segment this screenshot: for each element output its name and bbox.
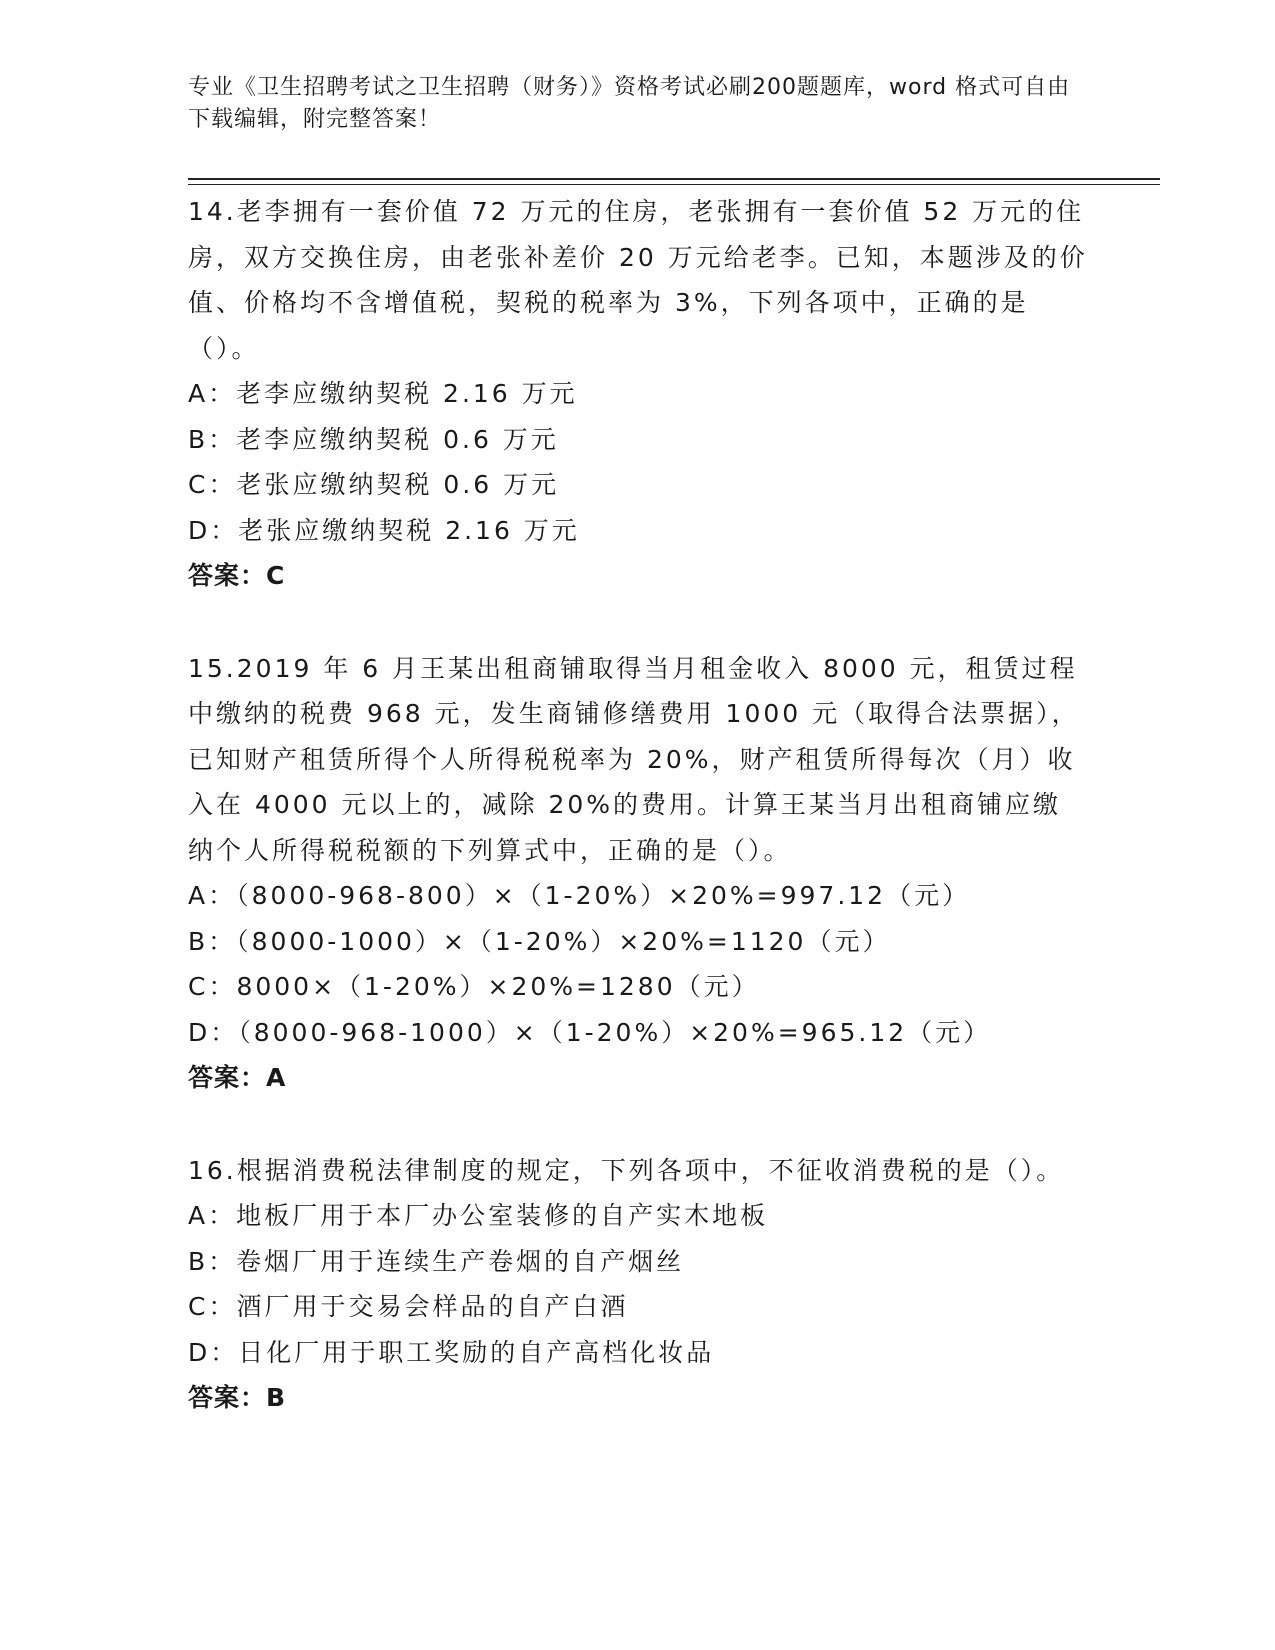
answer: 答案：C [188,561,286,590]
option-c: C：老张应缴纳契税 0.6 万元 [188,470,560,499]
option-b: B：卷烟厂用于连续生产卷烟的自产烟丝 [188,1246,685,1276]
option-d: D：老张应缴纳契税 2.16 万元 [188,515,580,545]
question-16 [188,1148,1088,1421]
option-a: A：地板厂用于本厂办公室装修的自产实木地板 [188,1201,769,1230]
question-14 [188,189,1088,599]
header-divider-thick [188,178,1160,180]
question-15 [188,646,1088,1101]
header-title: 专业《卫生招聘考试之卫生招聘（财务）》资格考试必刷200题题库，word 格式可自由下载编辑，附完整答案！ [188,75,1071,132]
option-a: A：（8000-968-800）×（1-20%）×20%=997.12（元） [188,881,971,910]
option-a: A：老李应缴纳契税 2.16 万元 [188,379,578,408]
document-header [188,72,1088,136]
option-b: B：（8000-1000）×（1-20%）×20%=1120（元） [188,926,891,956]
option-d: D：（8000-968-1000）×（1-20%）×20%=965.12（元） [188,1017,992,1047]
answer: 答案：B [188,1383,287,1412]
answer: 答案：A [188,1063,287,1092]
question-text: 16.根据消费税法律制度的规定，下列各项中，不征收消费税的是（）。 [188,1155,1065,1185]
question-list [188,189,1088,1468]
header-divider-thin [188,184,1160,185]
question-text: 14.老李拥有一套价值 72 万元的住房，老张拥有一套价值 52 万元的住房，双方交换住房，由老张补差价 20 万元给老李。已知，本题涉及的价值、价格均不含增值税，契税的税率为 3%，下列各项中，正确的是（）。 [188,197,1088,363]
option-c: C：酒厂用于交易会样品的自产白酒 [188,1292,629,1321]
option-b: B：老李应缴纳契税 0.6 万元 [188,424,559,454]
option-c: C：8000×（1-20%）×20%=1280（元） [188,972,760,1001]
question-text: 15.2019 年 6 月王某出租商铺取得当月租金收入 8000 元，租赁过程中缴纳的税费 968 元，发生商铺修缮费用 1000 元（取得合法票据），已知财产租赁所得个人所得税税率为 20%，财产租赁所得每次（月）收入在 4000 元以上的，减除 20%的费用。计算王某当月出租商铺应缴纳个人所得税税额的下列算式中，正确的是（）。 [188,653,1080,865]
option-d: D：日化厂用于职工奖励的自产高档化妆品 [188,1337,715,1367]
